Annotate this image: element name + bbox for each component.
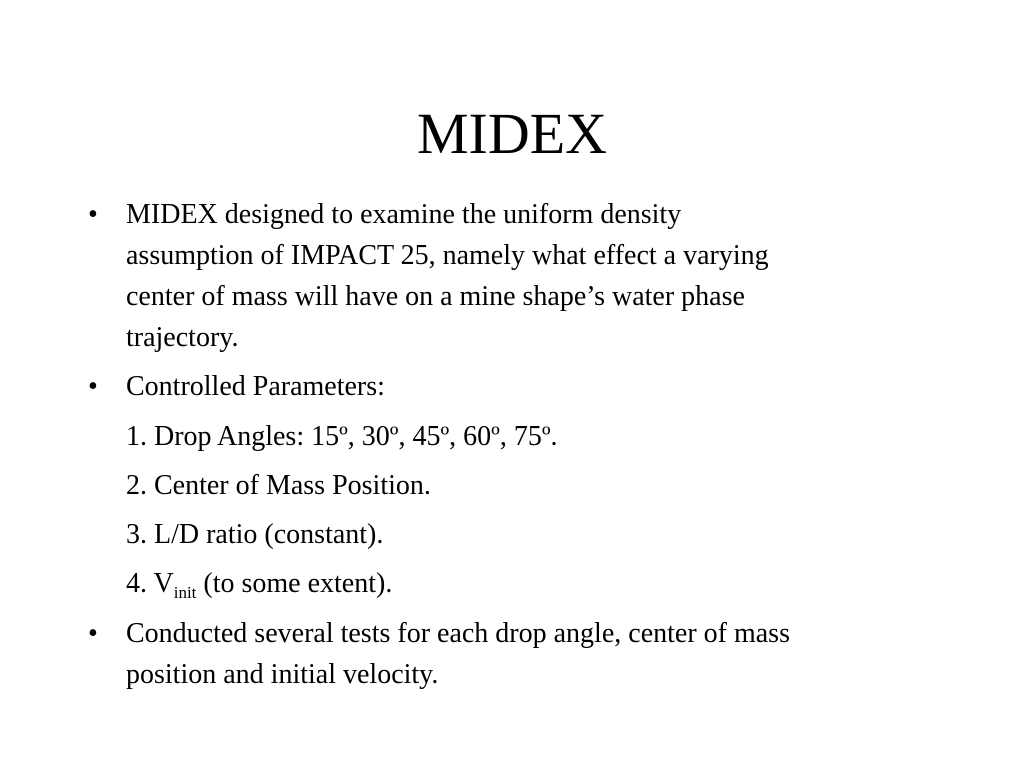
numbered-item-2: 2. Center of Mass Position. xyxy=(126,470,431,501)
bullet-1-line-4: trajectory. xyxy=(126,322,239,353)
bullet-1-line-3: center of mass will have on a mine shape’s water phase xyxy=(126,281,745,312)
bullet-glyph: • xyxy=(88,199,98,230)
numbered-item-4 xyxy=(126,567,392,610)
numbered-item-3: 3. L/D ratio (constant). xyxy=(126,519,384,550)
bullet-3-line-2: position and initial velocity. xyxy=(126,659,439,690)
item-4-suffix: (to some extent). xyxy=(196,568,393,599)
bullet-1-line-2: assumption of IMPACT 25, namely what effect a varying xyxy=(126,240,769,271)
item-4-subscript: init xyxy=(173,583,197,602)
slide-title: MIDEX xyxy=(416,101,608,166)
item-4-prefix: 4. V xyxy=(126,568,174,599)
bullet-glyph: • xyxy=(88,371,98,402)
numbered-item-1: 1. Drop Angles: 15º, 30º, 45º, 60º, 75º. xyxy=(126,421,558,452)
bullet-glyph: • xyxy=(88,618,98,649)
bullet-1-line-1: MIDEX designed to examine the uniform density xyxy=(126,199,682,230)
bullet-3-line-1: Conducted several tests for each drop angle, center of mass xyxy=(126,618,790,649)
bullet-2-line-1: Controlled Parameters: xyxy=(126,371,385,402)
